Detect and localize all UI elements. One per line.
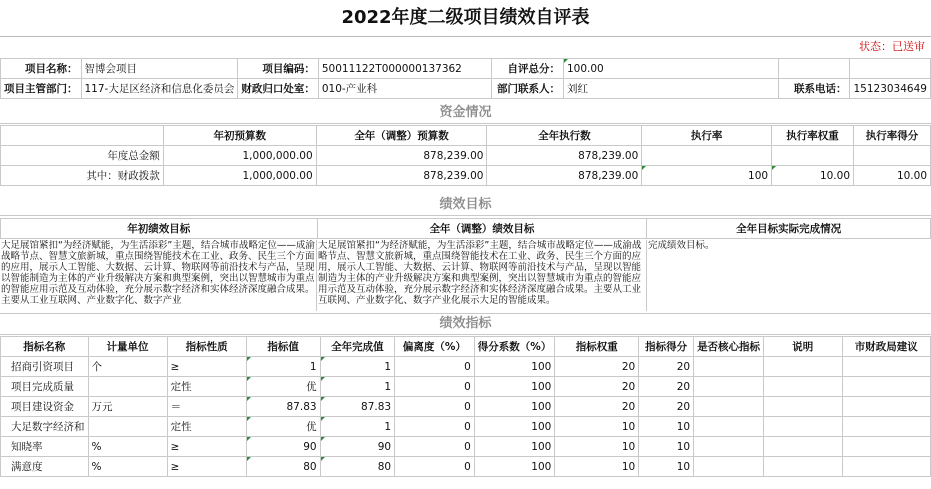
table-cell[interactable]: 100 — [474, 397, 555, 417]
table-cell[interactable] — [764, 417, 842, 437]
table-cell[interactable]: 10 — [555, 417, 639, 437]
table-cell[interactable]: 90 — [320, 437, 395, 457]
table-cell[interactable]: 10.00 — [854, 166, 931, 186]
table-cell[interactable] — [764, 437, 842, 457]
table-row — [1, 146, 931, 166]
indicator-header-cell: 指标值 — [246, 337, 320, 357]
goals-section-title: 绩效目标 — [0, 195, 931, 216]
table-row — [1, 166, 931, 186]
table-cell[interactable]: 100 — [474, 417, 555, 437]
table-cell[interactable]: 优 — [246, 377, 320, 397]
funds-table — [0, 125, 931, 186]
table-cell[interactable] — [772, 146, 854, 166]
page-title: 2022年度二级项目绩效自评表 — [0, 0, 931, 37]
table-cell[interactable]: 90 — [246, 437, 320, 457]
table-cell[interactable] — [764, 397, 842, 417]
table-row — [1, 377, 931, 397]
table-cell[interactable]: 0 — [395, 377, 475, 397]
goals-header-cell: 年初绩效目标 — [1, 219, 318, 239]
table-cell[interactable]: 878,239.00 — [316, 146, 487, 166]
table-cell[interactable] — [88, 417, 167, 437]
contact-cell[interactable]: 刘红 — [563, 79, 778, 99]
table-cell[interactable]: 万元 — [88, 397, 167, 417]
table-cell[interactable]: 10 — [555, 437, 639, 457]
table-cell[interactable]: 20 — [555, 377, 639, 397]
table-cell[interactable]: 个 — [88, 357, 167, 377]
table-cell[interactable]: 0 — [395, 397, 475, 417]
project-info-table — [0, 58, 931, 99]
table-cell[interactable] — [854, 146, 931, 166]
project-name-label: 项目名称： — [1, 59, 82, 79]
table-cell[interactable]: % — [88, 437, 167, 457]
status-label: 状态：已送审 — [859, 40, 925, 53]
project-code-label: 项目编码： — [238, 59, 319, 79]
table-cell[interactable]: 招商引资项目 — [1, 357, 89, 377]
table-cell[interactable]: 20 — [555, 357, 639, 377]
funds-row-label[interactable]: 其中：财政拨款 — [1, 166, 164, 186]
table-cell[interactable]: 80 — [246, 457, 320, 477]
table-cell[interactable]: ＝ — [167, 397, 246, 417]
table-cell[interactable] — [842, 377, 930, 397]
office-label: 财政归口处室： — [238, 79, 319, 99]
table-row — [1, 457, 931, 477]
table-cell[interactable]: 0 — [395, 457, 475, 477]
table-cell[interactable]: ≥ — [167, 357, 246, 377]
table-cell[interactable] — [642, 146, 772, 166]
table-cell[interactable]: 1 — [320, 357, 395, 377]
table-cell[interactable]: 100 — [474, 377, 555, 397]
table-cell[interactable]: ≥ — [167, 437, 246, 457]
table-cell[interactable]: 20 — [639, 357, 694, 377]
funds-header-cell: 执行率权重 — [772, 126, 854, 146]
table-cell[interactable]: 10 — [639, 457, 694, 477]
goals-header-table — [0, 218, 931, 239]
table-cell[interactable]: 20 — [555, 397, 639, 417]
table-cell[interactable] — [694, 457, 764, 477]
table-cell[interactable]: 878,239.00 — [487, 166, 642, 186]
table-cell[interactable] — [842, 357, 930, 377]
table-cell[interactable]: 87.83 — [246, 397, 320, 417]
table-cell[interactable] — [88, 377, 167, 397]
funds-header-cell: 全年执行数 — [487, 126, 642, 146]
funds-header-cell: 执行率得分 — [854, 126, 931, 146]
funds-header-cell: 年初预算数 — [163, 126, 316, 146]
indicator-header-cell: 说明 — [764, 337, 842, 357]
table-cell[interactable] — [694, 357, 764, 377]
table-cell[interactable]: 大足数字经济和 — [1, 417, 89, 437]
table-cell[interactable]: 10 — [639, 417, 694, 437]
indicator-header-cell: 是否核心指标 — [694, 337, 764, 357]
phone-cell[interactable]: 15123034649 — [850, 79, 931, 99]
table-cell[interactable] — [764, 377, 842, 397]
indicator-header-cell: 指标得分 — [639, 337, 694, 357]
indicators-section-title: 绩效指标 — [0, 313, 931, 335]
indicator-rows — [1, 357, 931, 477]
indicators-header-row — [1, 337, 931, 357]
table-cell[interactable] — [764, 457, 842, 477]
table-cell[interactable]: 20 — [639, 397, 694, 417]
table-cell[interactable] — [842, 437, 930, 457]
table-row — [1, 417, 931, 437]
table-cell[interactable] — [694, 417, 764, 437]
table-cell[interactable]: 0 — [395, 437, 475, 457]
table-cell[interactable]: 100 — [642, 166, 772, 186]
table-cell[interactable]: 10 — [639, 437, 694, 457]
table-cell[interactable]: 0 — [395, 357, 475, 377]
dept-cell[interactable]: 117-大足区经济和信息化委员会 — [81, 79, 238, 99]
table-cell[interactable]: 100 — [474, 457, 555, 477]
table-cell[interactable]: 80 — [320, 457, 395, 477]
table-cell[interactable] — [694, 377, 764, 397]
empty-cell[interactable] — [778, 59, 850, 79]
adjusted-goal-text[interactable]: 大足展馆紧扣“为经济赋能，为生活添彩”主题，结合城市战略定位——成渝战略节点、智慧文旅新城，重点围绕智能技术在工业、政务、民生三个方面的应用，展示人工智能、大数据、云计算、物联网等前沿技术与产品，呈现以智能制造为主体的产业升级解决方案和典型案例，突出以智慧城市为重点的智能应用示范及互动体验，充分展示数字经济和实体经济深度融合成果。主要从工业互联网、产业数字化、数字产业化展示大足的智能成果。 — [317, 240, 647, 311]
table-cell[interactable] — [694, 437, 764, 457]
indicator-header-cell: 计量单位 — [88, 337, 167, 357]
table-cell[interactable]: 项目建设资金 — [1, 397, 89, 417]
table-cell[interactable]: 100 — [474, 357, 555, 377]
total-score-label: 自评总分： — [492, 59, 564, 79]
indicator-header-cell: 市财政局建议 — [842, 337, 930, 357]
table-cell[interactable]: ≥ — [167, 457, 246, 477]
table-cell[interactable]: 1 — [246, 357, 320, 377]
indicators-table — [0, 336, 931, 477]
table-cell[interactable] — [842, 397, 930, 417]
table-cell[interactable]: % — [88, 457, 167, 477]
initial-goal-text[interactable]: 大足展馆紧扣“为经济赋能，为生活添彩”主题，结合城市战略定位——成渝战略节点、智慧文旅新城，重点围绕智能技术在工业、政务、民生三个方面的应用，展示人工智能、大数据、云计算、物联网等前沿技术与产品，呈现以智能制造为主体的产业升级解决方案和典型案例，突出以智慧城市为重点的智能应用示范及互动体验，充分展示数字经济和实体经济深度融合成果。主要从工业互联网、产业数字化、数字产业 — [0, 240, 317, 311]
phone-label: 联系电话： — [778, 79, 850, 99]
project-name-cell[interactable]: 智博会项目 — [81, 59, 238, 79]
table-cell[interactable]: 100 — [474, 437, 555, 457]
table-cell[interactable]: 知晓率 — [1, 437, 89, 457]
dept-label: 项目主管部门： — [1, 79, 82, 99]
empty-cell[interactable] — [850, 59, 931, 79]
funds-section-title: 资金情况 — [0, 103, 931, 124]
indicator-header-cell: 得分系数（%） — [474, 337, 555, 357]
table-cell[interactable] — [842, 417, 930, 437]
funds-header-cell: 全年（调整）预算数 — [316, 126, 487, 146]
indicator-header-cell: 偏离度（%） — [395, 337, 475, 357]
contact-label: 部门联系人： — [492, 79, 564, 99]
office-cell[interactable]: 010-产业科 — [318, 79, 491, 99]
actual-goal-text[interactable]: 完成绩效目标。 — [648, 240, 715, 251]
table-cell[interactable] — [842, 457, 930, 477]
table-cell[interactable]: 优 — [246, 417, 320, 437]
table-cell[interactable]: 定性 — [167, 417, 246, 437]
table-cell[interactable]: 1 — [320, 417, 395, 437]
table-cell[interactable]: 1,000,000.00 — [163, 146, 316, 166]
indicator-header-cell: 指标性质 — [167, 337, 246, 357]
funds-row-label[interactable]: 年度总金额 — [1, 146, 164, 166]
table-cell[interactable]: 定性 — [167, 377, 246, 397]
table-row — [1, 357, 931, 377]
table-cell[interactable]: 项目完成质量 — [1, 377, 89, 397]
table-cell[interactable]: 878,239.00 — [487, 146, 642, 166]
table-cell[interactable]: 878,239.00 — [316, 166, 487, 186]
project-code-cell[interactable]: 50011122T000000137362 — [318, 59, 491, 79]
table-cell[interactable]: 满意度 — [1, 457, 89, 477]
indicator-header-cell: 指标权重 — [555, 337, 639, 357]
table-cell[interactable]: 20 — [639, 377, 694, 397]
funds-header-row — [1, 126, 931, 146]
indicator-header-cell: 全年完成值 — [320, 337, 395, 357]
table-cell[interactable]: 10.00 — [772, 166, 854, 186]
table-cell[interactable]: 0 — [395, 417, 475, 437]
table-cell[interactable]: 10 — [555, 457, 639, 477]
table-cell[interactable] — [764, 357, 842, 377]
table-cell[interactable]: 1 — [320, 377, 395, 397]
goals-header-cell: 全年（调整）绩效目标 — [317, 219, 647, 239]
funds-header-cell: 执行率 — [642, 126, 772, 146]
indicator-header-cell: 指标名称 — [1, 337, 89, 357]
table-row — [1, 437, 931, 457]
table-cell[interactable]: 87.83 — [320, 397, 395, 417]
total-score-cell[interactable]: 100.00 — [563, 59, 778, 79]
funds-header-cell — [1, 126, 164, 146]
table-cell[interactable] — [694, 397, 764, 417]
table-cell[interactable]: 1,000,000.00 — [163, 166, 316, 186]
goals-header-cell: 全年目标实际完成情况 — [647, 219, 931, 239]
table-row — [1, 397, 931, 417]
